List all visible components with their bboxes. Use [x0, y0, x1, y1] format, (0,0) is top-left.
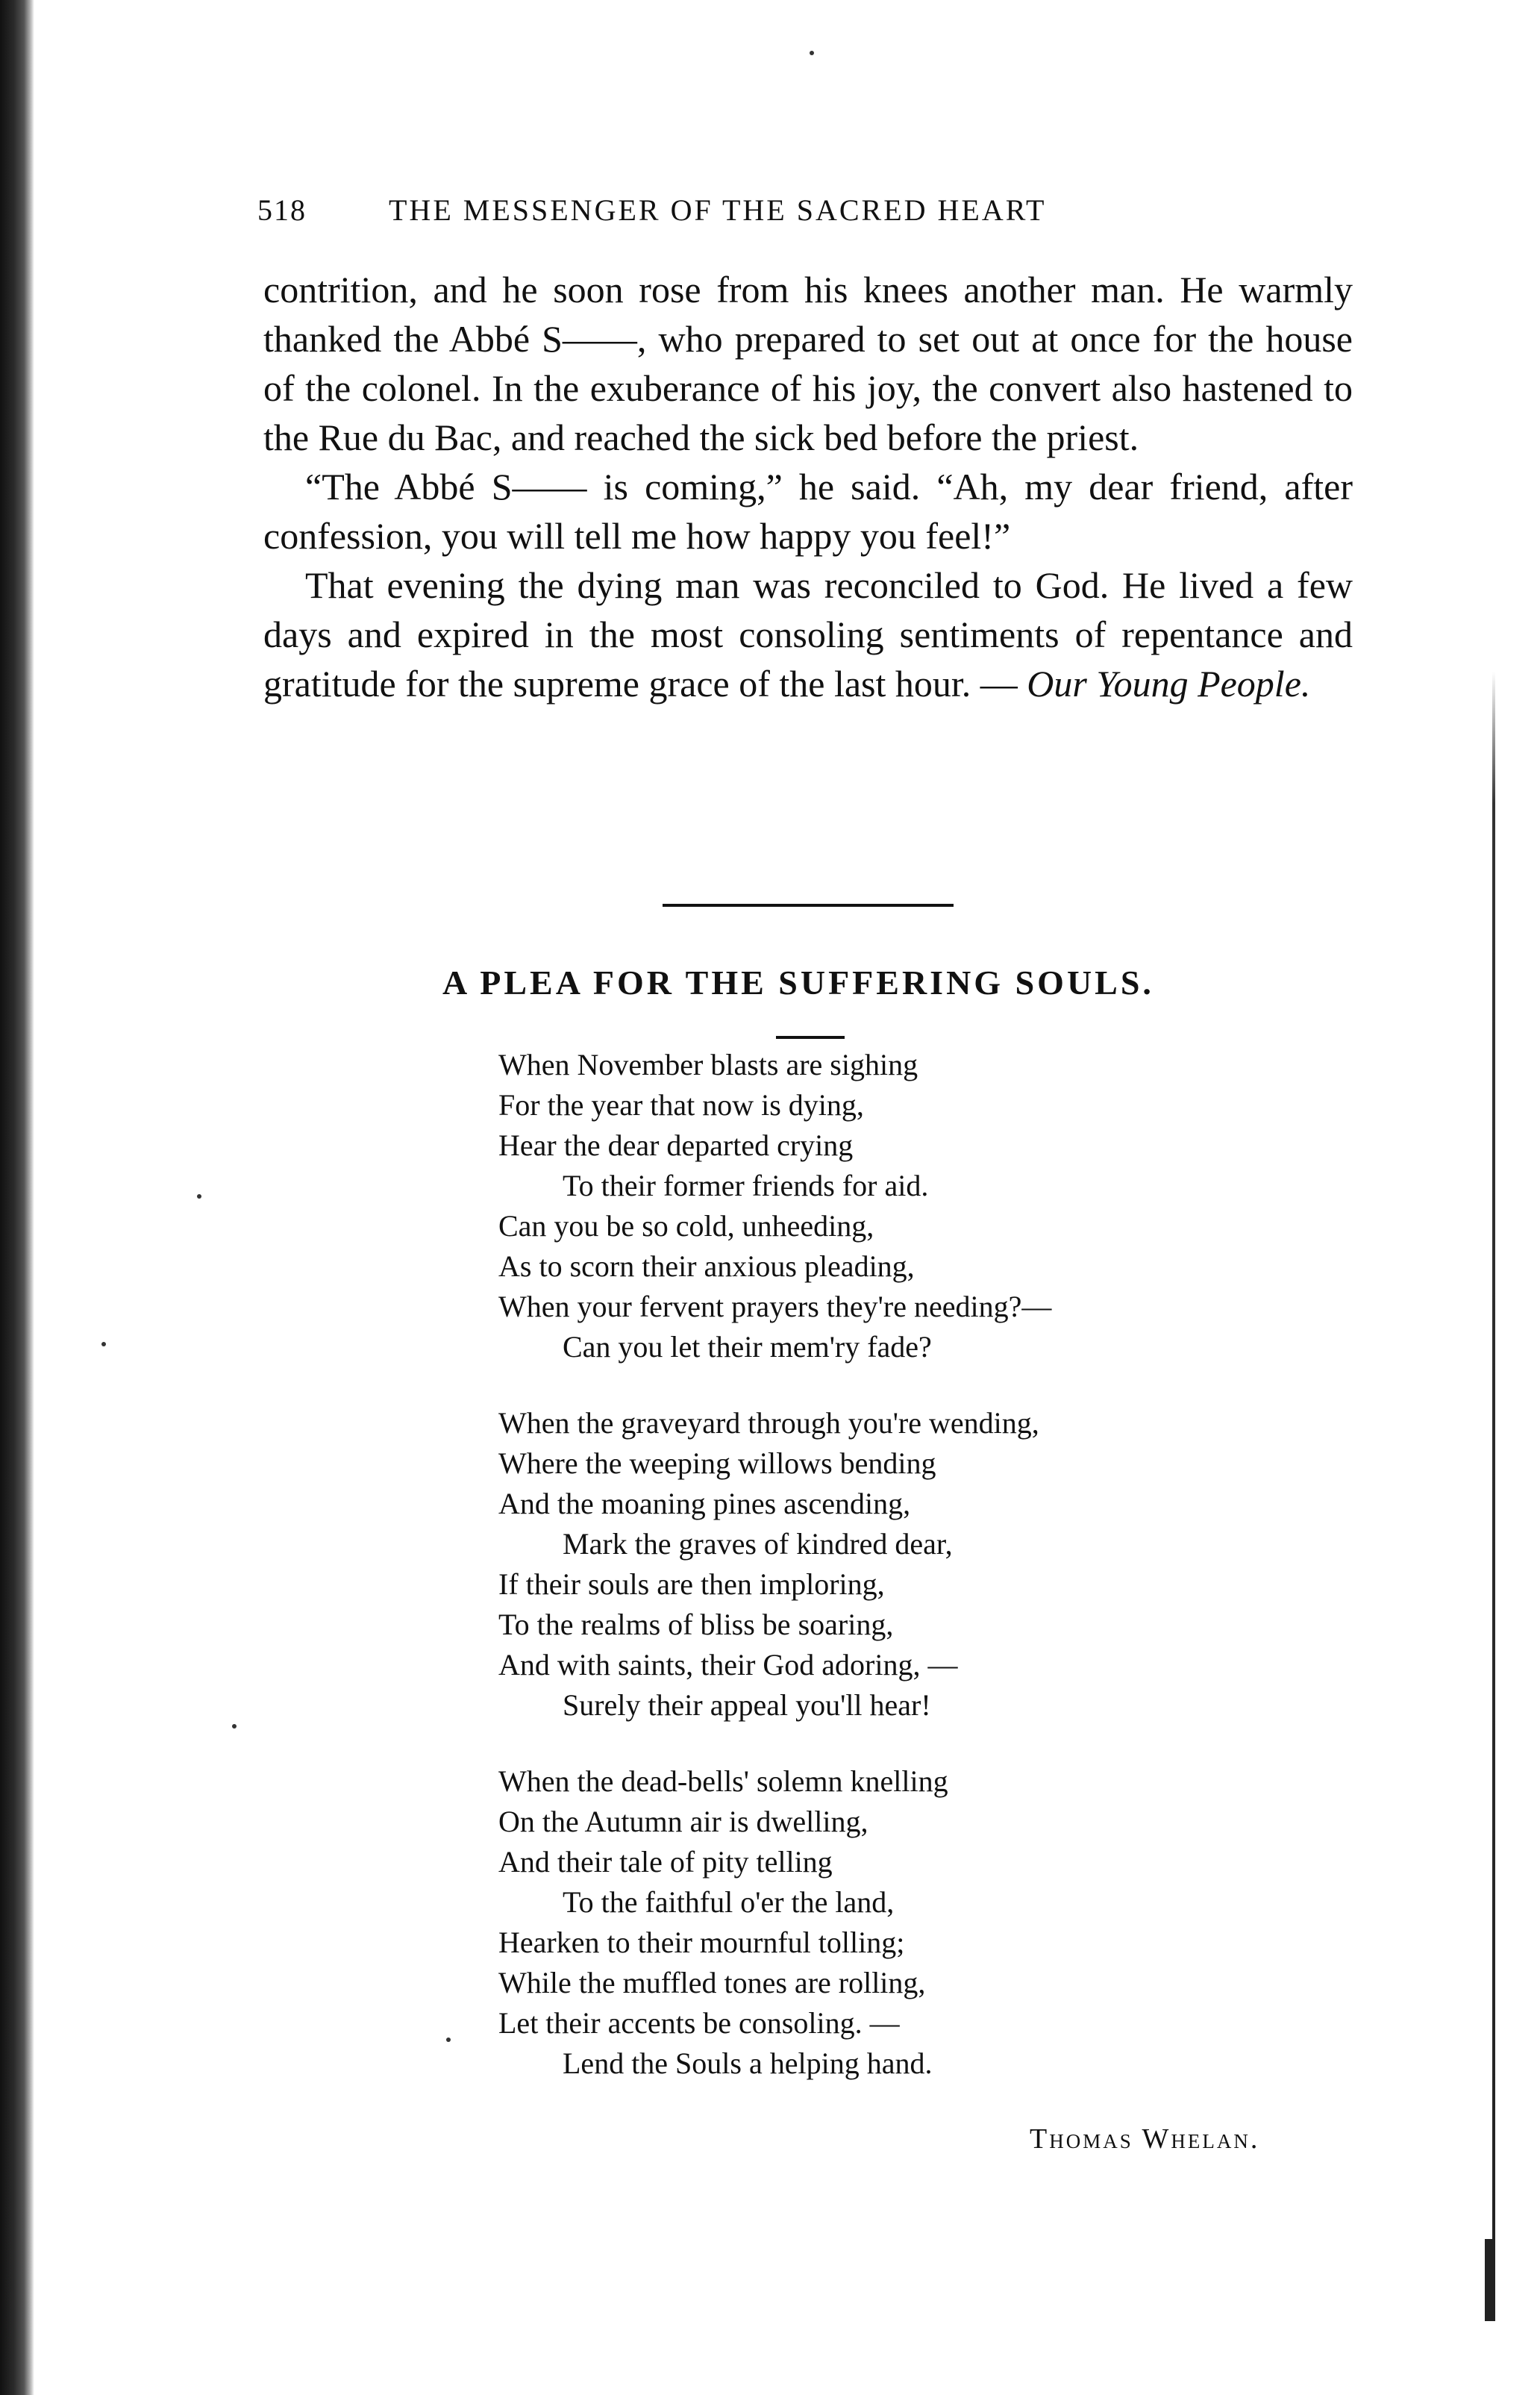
stanza	[498, 1403, 1394, 1726]
paragraph-text: That evening the dying man was reconciled to God. He lived a few days and expired in the most consoling sentiments of repentance and gratitude for the supreme grace of the last hour. —	[263, 564, 1353, 705]
poem-line: Let their accents be consoling. —	[498, 2006, 900, 2040]
page-header	[257, 193, 1339, 237]
right-margin-mark	[1485, 2239, 1495, 2321]
paragraph: “The Abbé S—— is coming,” he said. “Ah, my dear friend, after confession, you will tell me how happy you feel!”	[263, 466, 1353, 557]
poem-line: If their souls are then imploring,	[498, 1567, 885, 1601]
stanza	[498, 1045, 1394, 1367]
poem-line: Surely their appeal you'll hear!	[563, 1688, 931, 1722]
poem-line: And with saints, their God adoring, —	[498, 1648, 958, 1682]
poem-line: When the dead-bells' solemn knelling	[498, 1764, 948, 1798]
print-speck	[810, 51, 814, 55]
source-credit: Our Young People.	[1027, 663, 1311, 705]
paragraph: contrition, and he soon rose from his knees another man. He warmly thanked the Abbé S——, who prepared to set out at once for the house of the colonel. In the exuberance of his joy, the convert also hastened to the Rue du Bac, and reached the sick bed before the priest.	[263, 269, 1353, 458]
poem-line: Mark the graves of kindred dear,	[563, 1527, 953, 1561]
title-rule	[776, 1036, 845, 1039]
poem-line: For the year that now is dying,	[498, 1088, 864, 1122]
poem-line: When your fervent prayers they're needing?—	[498, 1290, 1052, 1323]
poem-line: Can you let their mem'ry fade?	[563, 1330, 932, 1364]
poem-line: Lend the Souls a helping hand.	[563, 2046, 933, 2080]
print-speck	[446, 2038, 451, 2042]
poem-line: Hear the dear departed crying	[498, 1128, 854, 1162]
poem-line: On the Autumn air is dwelling,	[498, 1805, 868, 1838]
poem-line: To the realms of bliss be soaring,	[498, 1608, 894, 1641]
section-divider	[663, 904, 954, 907]
poem-author: Thomas Whelan.	[1030, 2123, 1260, 2155]
print-speck	[232, 1724, 237, 1729]
stanza	[498, 1761, 1394, 2084]
poem-line: And the moaning pines ascending,	[498, 1487, 911, 1520]
poem-line: When the graveyard through you're wending,	[498, 1406, 1039, 1440]
poem-line: As to scorn their anxious pleading,	[498, 1249, 915, 1283]
print-speck	[101, 1342, 106, 1346]
running-title: THE MESSENGER OF THE SACRED HEART	[389, 193, 1047, 227]
poem-line: Can you be so cold, unheeding,	[498, 1209, 874, 1243]
poem-line: While the muffled tones are rolling,	[498, 1966, 926, 1999]
poem	[498, 1045, 1394, 2120]
poem-line: Where the weeping willows bending	[498, 1446, 936, 1480]
print-speck	[197, 1194, 201, 1199]
page-number: 518	[257, 193, 307, 227]
paragraph	[263, 561, 1353, 708]
poem-title: A PLEA FOR THE SUFFERING SOULS.	[442, 964, 1154, 1002]
poem-line: Hearken to their mournful tolling;	[498, 1926, 905, 1959]
poem-line: To the faithful o'er the land,	[563, 1885, 895, 1919]
page-binding-shadow	[0, 0, 34, 2395]
poem-line: When November blasts are sighing	[498, 1048, 918, 1081]
poem-line: And their tale of pity telling	[498, 1845, 833, 1879]
poem-line: To their former friends for aid.	[563, 1169, 929, 1202]
article-text	[263, 265, 1353, 708]
right-margin-rule	[1492, 672, 1495, 2314]
